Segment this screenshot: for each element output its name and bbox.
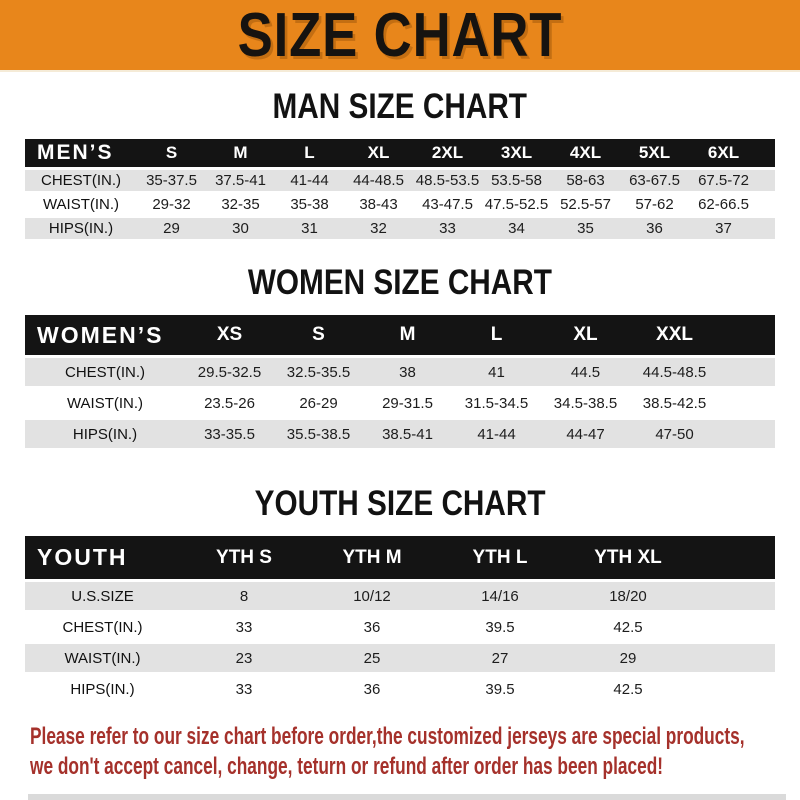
table-header-label: YOUTH [37, 544, 128, 570]
value-cell: 58-63 [566, 172, 605, 189]
value-cell: 29 [163, 220, 180, 237]
size-column-header: XL [367, 143, 390, 162]
value-cell: 44-47 [566, 425, 605, 443]
value-cell: 25 [363, 649, 381, 667]
value-cell: 36 [646, 220, 663, 237]
value-cell: 31.5-34.5 [464, 394, 529, 412]
value-cell: 29 [619, 649, 637, 667]
value-cell: 63-67.5 [629, 172, 680, 189]
table-row [25, 389, 775, 417]
value-cell: 35-37.5 [146, 172, 197, 189]
value-cell: 37 [715, 220, 732, 237]
women-section-title-text: WOMEN SIZE CHART [247, 263, 553, 302]
size-column-header: 4XL [569, 143, 602, 162]
value-cell: 23 [235, 649, 253, 667]
size-column-header: M [233, 143, 248, 162]
size-table-header-row [25, 139, 775, 167]
size-column-header: S [312, 324, 325, 345]
value-cell: 33 [439, 220, 456, 237]
row-filler-cell [758, 218, 775, 239]
row-filler-cell [692, 675, 775, 703]
value-cell: 32-35 [221, 196, 260, 213]
row-label: HIPS(IN.) [70, 680, 135, 698]
value-cell: 10/12 [353, 587, 391, 605]
size-column-header: 6XL [707, 143, 740, 162]
value-cell: 57-62 [635, 196, 674, 213]
value-cell: 42.5 [613, 680, 643, 698]
value-cell: 41-44 [477, 425, 516, 443]
size-column-header: 2XL [431, 143, 464, 162]
table-row [25, 358, 775, 386]
table-row [25, 194, 775, 215]
value-cell: 33 [235, 618, 253, 636]
youth-section-title [0, 485, 800, 523]
row-label: WAIST(IN.) [42, 196, 120, 213]
value-cell: 8 [239, 587, 249, 605]
value-cell: 39.5 [485, 618, 515, 636]
value-cell: 18/20 [609, 587, 647, 605]
row-filler-cell [719, 420, 775, 448]
value-cell: 34 [508, 220, 525, 237]
value-cell: 38.5-41 [382, 425, 433, 443]
value-cell: 36 [363, 680, 381, 698]
table-row [25, 613, 775, 641]
value-cell: 47-50 [655, 425, 694, 443]
value-cell: 32 [370, 220, 387, 237]
value-cell: 41 [488, 363, 505, 381]
value-cell: 26-29 [299, 394, 338, 412]
value-cell: 53.5-58 [491, 172, 542, 189]
man-section-title-text: MAN SIZE CHART [272, 87, 528, 126]
row-label: CHEST(IN.) [65, 363, 145, 381]
value-cell: 39.5 [485, 680, 515, 698]
table-row [25, 675, 775, 703]
youth-section-title-text: YOUTH SIZE CHART [254, 484, 546, 523]
table-row [25, 420, 775, 448]
size-column-header: L [304, 143, 315, 162]
size-column-header: YTH S [216, 546, 272, 568]
row-label: CHEST(IN.) [62, 618, 143, 636]
value-cell: 44-48.5 [353, 172, 404, 189]
table-row [25, 218, 775, 239]
size-table-header-row [25, 536, 775, 579]
value-cell: 38 [399, 363, 416, 381]
value-cell: 36 [363, 618, 381, 636]
value-cell: 41-44 [290, 172, 329, 189]
value-cell: 44.5 [570, 363, 601, 381]
row-label: U.S.SIZE [71, 587, 134, 605]
size-column-header: XS [216, 324, 243, 345]
size-column-header: L [490, 324, 503, 345]
value-cell: 23.5-26 [204, 394, 255, 412]
row-filler-cell [719, 358, 775, 386]
value-cell: 44.5-48.5 [642, 363, 707, 381]
value-cell: 67.5-72 [698, 172, 749, 189]
value-cell: 52.5-57 [560, 196, 611, 213]
value-cell: 42.5 [613, 618, 643, 636]
size-column-header: 5XL [638, 143, 671, 162]
men-size-table [25, 136, 775, 242]
row-filler-cell [758, 194, 775, 215]
value-cell: 31 [301, 220, 318, 237]
value-cell: 34.5-38.5 [553, 394, 618, 412]
footer-line-1: Please refer to our size chart before order,the customized jerseys are special products, [30, 723, 745, 750]
value-cell: 29.5-32.5 [197, 363, 262, 381]
row-filler-cell [692, 644, 775, 672]
value-cell: 48.5-53.5 [415, 172, 480, 189]
size-column-header: S [165, 143, 178, 162]
value-cell: 29-32 [152, 196, 191, 213]
value-cell: 30 [232, 220, 249, 237]
value-cell: 38-43 [359, 196, 398, 213]
value-cell: 29-31.5 [382, 394, 433, 412]
value-cell: 62-66.5 [698, 196, 749, 213]
size-column-header: YTH L [472, 546, 528, 568]
table-row [25, 170, 775, 191]
size-column-header: YTH M [342, 546, 402, 568]
size-table-header-row [25, 315, 775, 355]
table-header-label: WOMEN’S [37, 321, 164, 348]
row-label: HIPS(IN.) [48, 220, 114, 237]
row-filler-cell [758, 170, 775, 191]
value-cell: 43-47.5 [422, 196, 473, 213]
header-filler-cell [758, 139, 775, 167]
value-cell: 47.5-52.5 [484, 196, 549, 213]
row-filler-cell [692, 582, 775, 610]
value-cell: 27 [491, 649, 509, 667]
women-size-table [25, 312, 775, 451]
footer-line-2: we don't accept cancel, change, teturn or refund after order has been placed! [30, 753, 664, 780]
size-column-header: XL [573, 324, 598, 345]
value-cell: 38.5-42.5 [642, 394, 707, 412]
value-cell: 37.5-41 [215, 172, 266, 189]
value-cell: 32.5-35.5 [286, 363, 351, 381]
value-cell: 35 [577, 220, 594, 237]
header-filler-cell [719, 315, 775, 355]
row-label: WAIST(IN.) [66, 394, 144, 412]
size-column-header: YTH XL [594, 546, 662, 568]
women-section-title [0, 264, 800, 302]
size-column-header: 3XL [500, 143, 533, 162]
size-column-header: M [399, 324, 416, 345]
banner [0, 0, 800, 72]
row-label: WAIST(IN.) [64, 649, 141, 667]
row-filler-cell [692, 613, 775, 641]
value-cell: 35-38 [290, 196, 329, 213]
size-column-header: XXL [656, 324, 693, 345]
row-filler-cell [719, 389, 775, 417]
value-cell: 35.5-38.5 [286, 425, 351, 443]
value-cell: 33 [235, 680, 253, 698]
table-header-label: MEN’S [37, 141, 114, 164]
header-filler-cell [692, 536, 775, 579]
table-row [25, 582, 775, 610]
table-row [25, 644, 775, 672]
banner-title: SIZE CHART [237, 0, 563, 70]
bottom-edge-strip [28, 794, 786, 800]
footer-note [0, 722, 800, 782]
row-label: HIPS(IN.) [72, 425, 138, 443]
value-cell: 14/16 [481, 587, 519, 605]
row-label: CHEST(IN.) [41, 172, 121, 189]
man-section-title [0, 88, 800, 126]
youth-size-table [25, 533, 775, 706]
value-cell: 33-35.5 [204, 425, 255, 443]
